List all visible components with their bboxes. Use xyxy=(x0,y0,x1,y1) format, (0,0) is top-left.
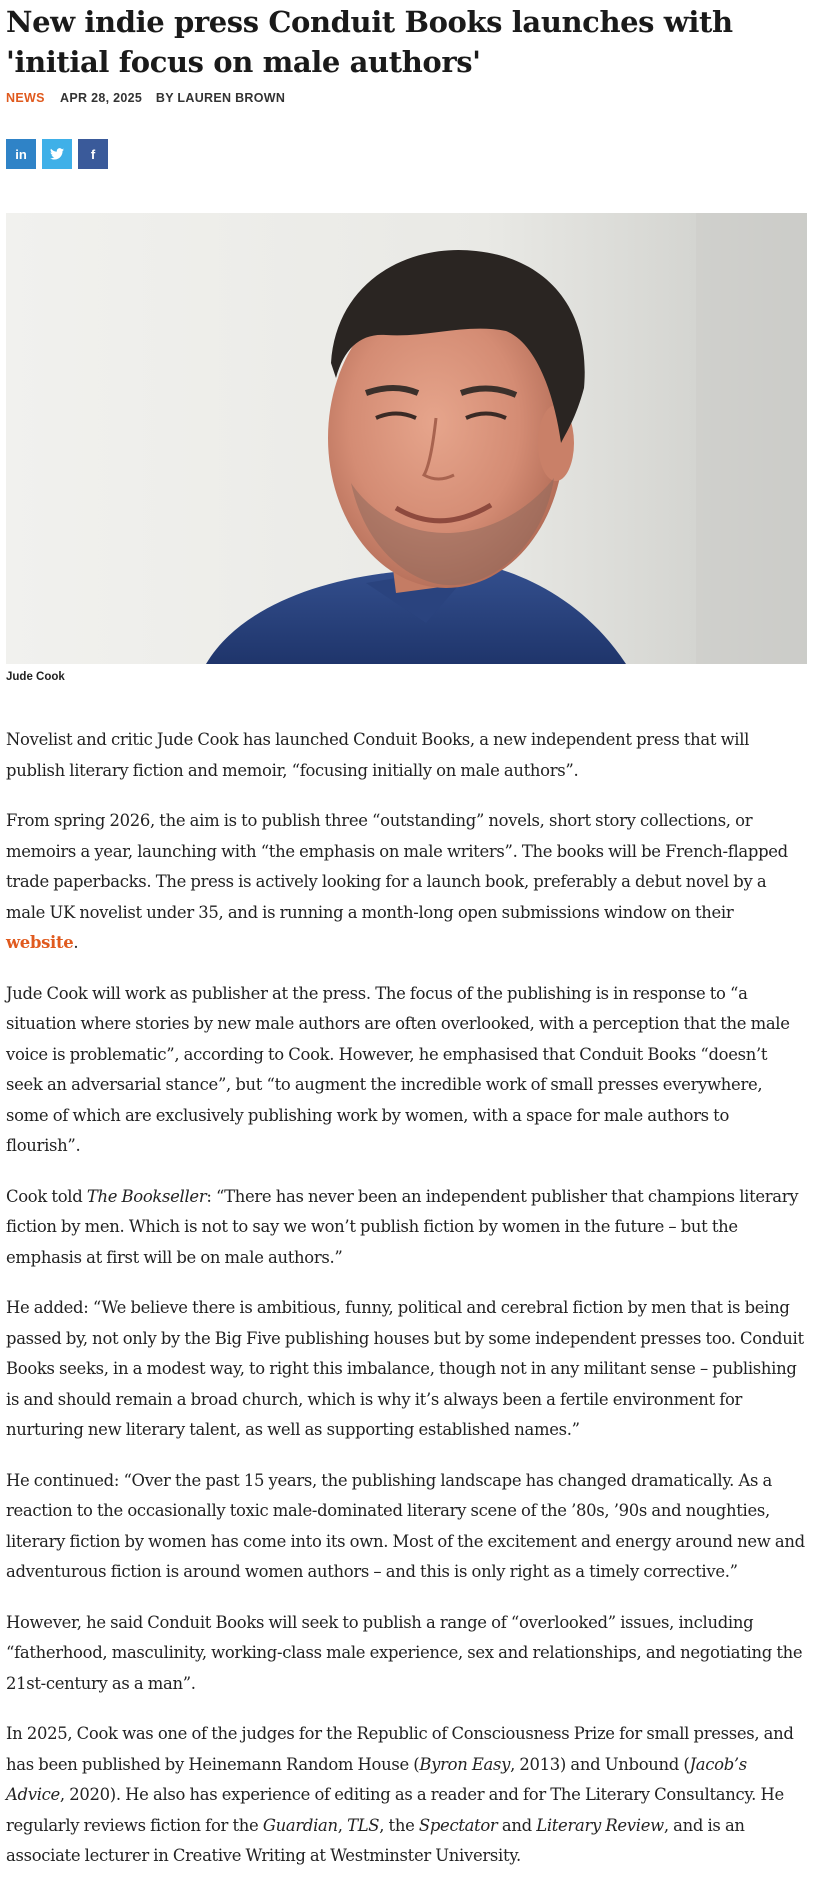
article-meta xyxy=(6,91,806,111)
publication-name: TLS xyxy=(347,1815,380,1835)
paragraph: However, he said Conduit Books will seek to publish a range of “overlooked” issues, including “fatherhood, masculinity, working-class male experience, sex and relationships, and negotiating the 21st-century as a man”. xyxy=(6,1612,803,1693)
paragraph-text: From spring 2026, the aim is to publish three “outstanding” novels, short story collections, or memoirs a year, launching with “the emphasis on male writers”. The books will be French-flapped trade paperbacks. The press is actively looking for a launch book, preferably a debut novel by a male UK novelist under 35, and is running a month-long open submissions window on their xyxy=(6,811,788,922)
paragraph xyxy=(6,1182,806,1274)
paragraph-text: In 2025, Cook was one of the judges for the Republic of Consciousness Prize for small presses, and has been published by Heinemann Random House ( xyxy=(6,1724,794,1774)
publication-name: Spectator xyxy=(418,1815,498,1835)
book-title: Byron Easy xyxy=(419,1754,511,1774)
category-link[interactable]: NEWS xyxy=(6,91,45,105)
share-buttons xyxy=(6,139,806,169)
paragraph-text: , and is an associate lecturer in Creative Writing at Westminster University. xyxy=(6,1815,745,1865)
book-title: Jacob’s Advice xyxy=(6,1754,747,1804)
paragraph-text: , xyxy=(337,1815,348,1835)
article-body xyxy=(6,725,806,1872)
paragraph xyxy=(6,806,806,959)
paragraph-text: Cook told xyxy=(6,1186,87,1206)
paragraph-text: and xyxy=(497,1815,537,1835)
linkedin-icon: in xyxy=(15,146,27,162)
paragraph: Novelist and critic Jude Cook has launched Conduit Books, a new independent press that will publish literary fiction and memoir, “focusing initially on male authors”. xyxy=(6,730,750,780)
paragraph: He added: “We believe there is ambitious, funny, political and cerebral fiction by men that is being passed by, not only by the Big Five publishing houses but by some independent presses too. Conduit Books seeks, in a modest way, to right this imbalance, though not in any militant sense – publishing is and should remain a broad church, which is why it’s always been a fertile environment for nurturing new literary talent, as well as supporting established names.” xyxy=(6,1298,804,1439)
author-byline[interactable]: BY LAUREN BROWN xyxy=(155,91,286,105)
paragraph-text: , 2013) and Unbound ( xyxy=(510,1754,690,1774)
photo-caption: Jude Cook xyxy=(6,671,65,683)
twitter-icon xyxy=(50,148,64,160)
article-photo xyxy=(6,213,807,664)
portrait-image xyxy=(6,213,807,664)
paragraph: He continued: “Over the past 15 years, the publishing landscape has changed dramatically. As a reaction to the occasionally toxic male-dominated literary scene of the ’80s, ’90s and noughties, literary fiction by women has come into its own. Most of the excitement and energy around new and adventurous fiction is around women authors – and this is only right as a timely corrective.” xyxy=(6,1470,805,1581)
paragraph-text: , 2020). He also has experience of editing as a reader and for The Literary Consultancy. He regularly reviews fiction for the xyxy=(6,1785,784,1835)
twitter-share-button[interactable] xyxy=(42,139,72,169)
paragraph xyxy=(6,1719,806,1872)
facebook-icon: f xyxy=(90,146,96,162)
linkedin-share-button[interactable] xyxy=(6,139,36,169)
paragraph-text: . xyxy=(73,933,79,952)
publication-name: Literary Review xyxy=(536,1815,664,1835)
website-link[interactable]: website xyxy=(6,933,74,952)
article xyxy=(6,0,806,1892)
publication-name: The Bookseller xyxy=(86,1186,207,1206)
publish-date: APR 28, 2025 xyxy=(60,91,143,105)
publication-name: Guardian xyxy=(262,1815,338,1835)
paragraph-text: : “There has never been an independent publisher that champions literary fiction by men. Which is not to say we won’t publish fiction by women in the future – but the emphasis at first will be on male authors.” xyxy=(6,1186,799,1267)
article-headline: New indie press Conduit Books launches with 'initial focus on male authors' xyxy=(6,5,733,79)
facebook-share-button[interactable] xyxy=(78,139,108,169)
paragraph: Jude Cook will work as publisher at the press. The focus of the publishing is in response to “a situation where stories by new male authors are often overlooked, with a perception that the male voice is problematic”, according to Cook. However, he emphasised that Conduit Books “doesn’t seek an adversarial stance”, but “to augment the incredible work of small presses everywhere, some of which are exclusively publishing work by women, with a space for male authors to flourish”. xyxy=(6,983,790,1155)
paragraph-text: , the xyxy=(379,1815,419,1835)
